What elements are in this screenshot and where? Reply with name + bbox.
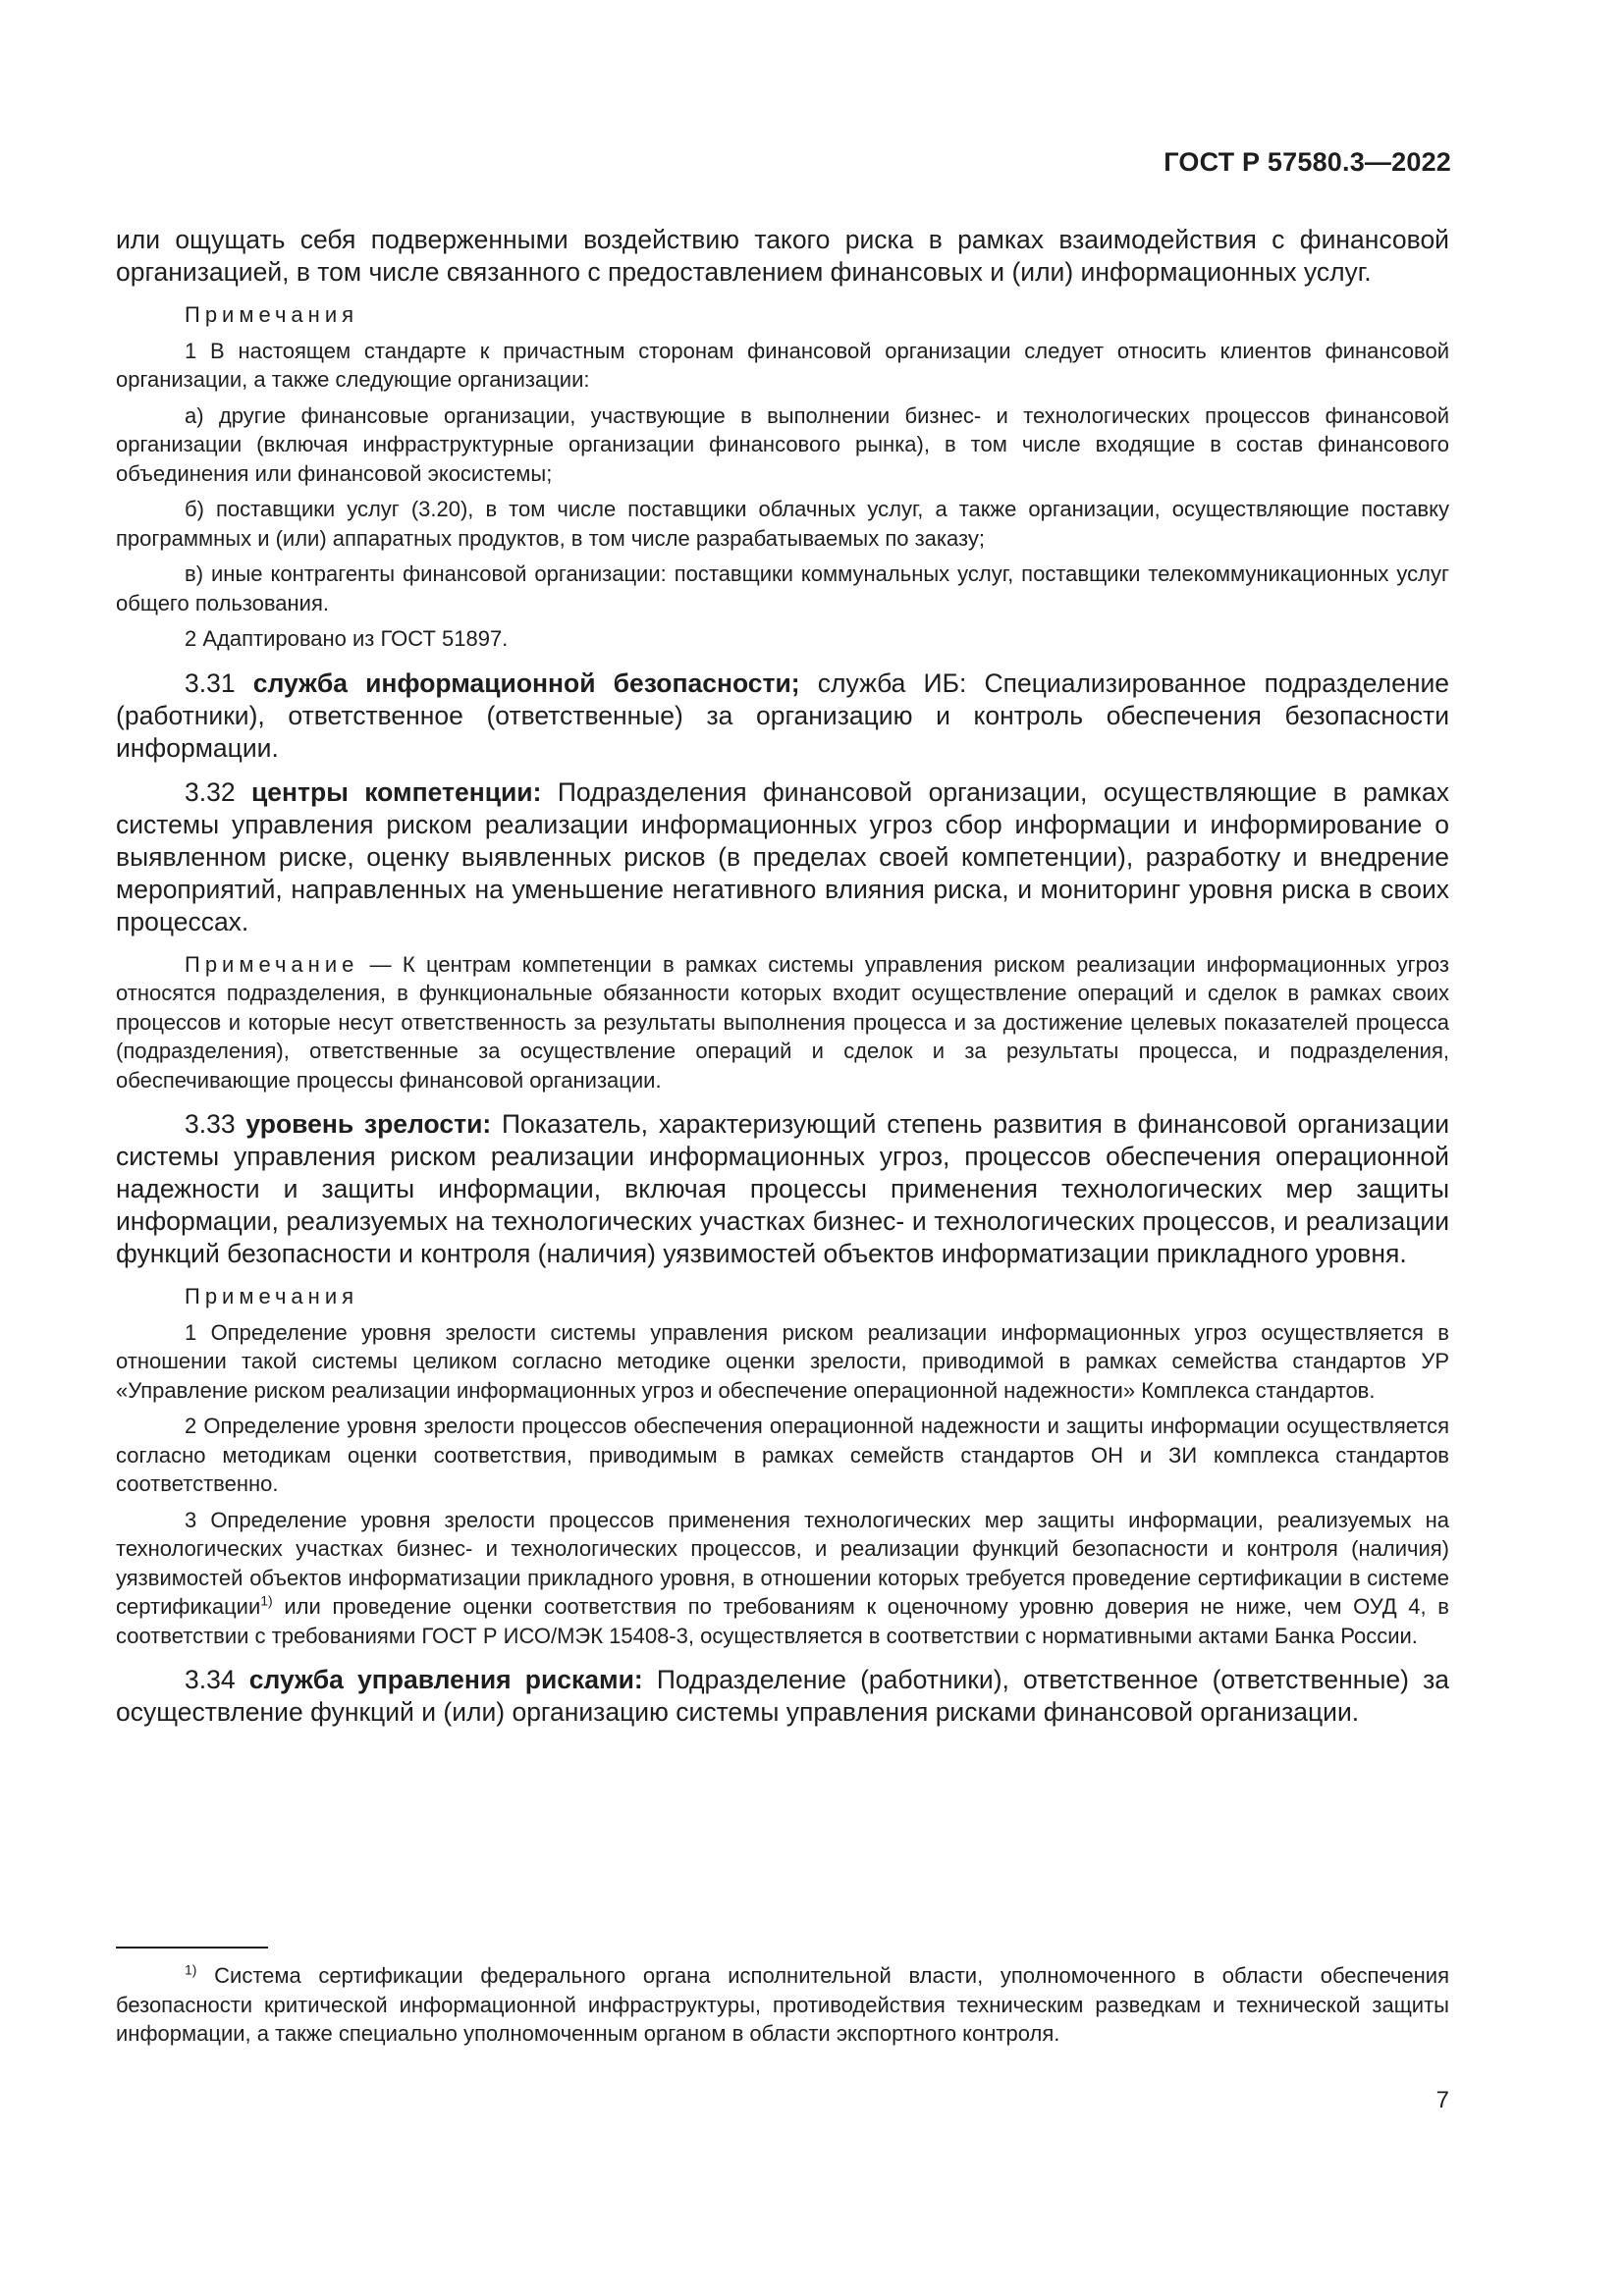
footnote-text: Система сертификации федерального органа исполнительной власти, уполномоченного в области обеспечения безопасности критической информационной инфраструктуры, противодействия техническим разведкам и технической защиты информации, а также специально уполномоченным органом в области экспортного контроля. [116,1963,1449,2046]
term-3-34 [116,1664,1449,1729]
footnote-mark: 1) [185,1961,197,1978]
note-item-b: б) поставщики услуг (3.20), в том числе поставщики облачных услуг, а также организации, осуществляющие поставку программных и (или) аппаратных продуктов, в том числе разрабатываемых по заказу; [116,497,1449,551]
paragraph-intro: или ощущать себя подверженными воздействию такого риска в рамках взаимодействия с финансовой организацией, в том числе связанного с предоставлением финансовых и (или) информационных услуг. [116,225,1449,287]
note-item-2: 2 Адаптировано из ГОСТ 51897. [185,626,509,651]
footnote [116,1961,1449,2049]
term-number: 3.33 [185,1109,246,1139]
term-definition: Подразделения финансовой организации, осуществляющие в рамках системы управления риском реализации информационных угроз сбор информации и информирование о выявленном риске, оценку выявленных рисков (в пределах своей компетенции), разработку и внедрение мероприятий, направленных на уменьшение негативного влияния риска, и мониторинг уровня риска в своих процессах. [116,776,1449,936]
note-item-2: 2 Определение уровня зрелости процессов обеспечения операционной надежности и защиты информации осуществляется согласно методикам оценки соответствия, приводимым в рамках семейств стандартов ОН и ЗИ комплекса стандартов соответственно. [116,1414,1449,1496]
term-number: 3.32 [185,776,251,807]
footnote-divider [116,1947,268,1949]
term-3-32 [116,776,1449,938]
footnote-reference[interactable]: 1) [260,1592,273,1609]
note-item-1: 1 Определение уровня зрелости системы управления риском реализации информационных угроз осуществляется в отношении такой системы целиком согласно методике оценки зрелости, приводимой в рамках семейства стандартов УР «Управление риском реализации информационных угроз и обеспечение операционной надежности» Комплекса стандартов. [116,1319,1449,1403]
note-3-32 [116,950,1449,1095]
term-number: 3.34 [185,1665,249,1694]
term-number: 3.31 [185,667,253,698]
note-item-a: а) другие финансовые организации, участвующие в выполнении бизнес- и технологических процессов финансовой организации (включая инфраструктурные организации финансового рынка), в том числе входящие в состав финансового объединения или финансовой экосистемы; [116,402,1449,486]
term-definition: Подразделение (работники), ответственное (ответственные) за осуществление функций и (или) организацию системы управления рисками финансовой организации. [116,1665,1449,1727]
page-number: 7 [1435,2087,1449,2113]
term-3-33 [116,1108,1449,1270]
note-item-v: в) иные контрагенты финансовой организации: поставщики коммунальных услуг, поставщики телекоммуникационных услуг общего пользования. [116,561,1449,615]
notes-heading: Примечания [185,302,359,327]
term-title: служба информационной безопасности; [252,667,800,698]
note-item-1: 1 В настоящем стандарте к причастным сторонам финансовой организации следует относить клиентов финансовой организации, а также следующие организации: [116,338,1449,392]
note-text: или проведение оценки соответствия по требованиям к оценочному уровню доверия не ниже, чем ОУД 4, в соответствии с требованиями ГОСТ Р ИСО/МЭК 15408-3, осуществляется в соответствии с нормативными актами Банка России. [116,1594,1449,1648]
notes-heading: Примечания [185,1284,359,1308]
note-label: Примечание [185,951,359,977]
term-title: уровень зрелости: [245,1109,492,1139]
term-definition: Показатель, характеризующий степень развития в финансовой организации системы управления риском реализации информационных угроз, процессов обеспечения операционной надежности и защиты информации, включая процессы применения технологических мер защиты информации, реализуемых на технологических участках бизнес- и технологических процессов, и реализации функций безопасности и контроля (наличия) уязвимостей объектов информатизации прикладного уровня. [116,1109,1449,1268]
term-3-31 [116,667,1449,765]
note-item-3 [116,1506,1449,1651]
term-title: центры компетенции: [251,776,542,807]
note-text: 3 Определение уровня зрелости процессов применения технологических мер защиты информации, реализуемых на технологических участках бизнес- и технологических процессов, и реализации функций безопасности и контроля (наличия) уязвимостей объектов информатизации прикладного уровня, в отношении которых требуется проведение сертификации в системе сертификации [116,1507,1449,1619]
term-definition: служба ИБ: Специализированное подразделение (работники), ответственное (ответственные) за организацию и контроль обеспечения безопасности информации. [116,667,1449,763]
term-title: служба управления рисками: [248,1665,643,1694]
page-content [116,224,1449,1740]
note-text: — К центрам компетенции в рамках системы управления риском реализации информационных угроз относятся подразделения, в функциональные обязанности которых входит осуществление операций и сделок в рамках своих процессов и которые несут ответственность за результаты выполнения процесса и за достижение целевых показателей процесса (подразделения), ответственные за осуществление операций и сделок и за результаты процесса, и подразделения, обеспечивающие процессы финансовой организации. [116,951,1449,1093]
document-code: ГОСТ Р 57580.3—2022 [1164,147,1451,177]
